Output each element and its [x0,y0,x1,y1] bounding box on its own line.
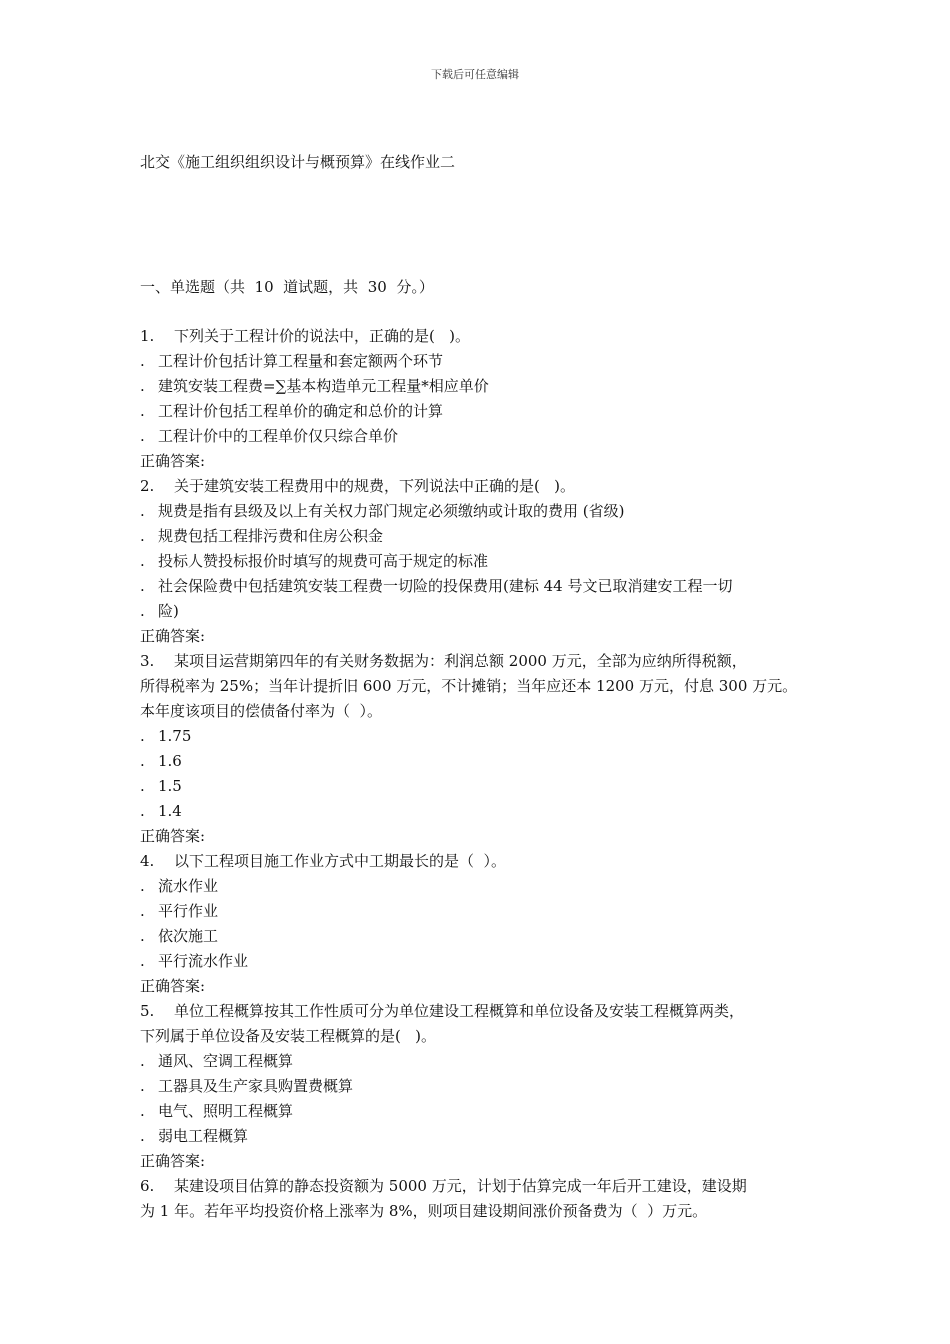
answer-option [140,924,820,949]
option-text: 社会保险费中包括建筑安装工程费一切险的投保费用(建标 44 号文已取消建安工程一切 [158,577,733,595]
option-text: 平行作业 [158,902,219,920]
question-stem [140,849,820,874]
answer-option [140,524,820,549]
answer-option [140,1124,820,1149]
answer-option [140,349,820,374]
option-marker: . [140,527,145,545]
option-marker: . [140,727,145,745]
answer-option [140,874,820,899]
option-marker: . [140,552,145,570]
option-text: 投标人赞投标报价时填写的规费可高于规定的标准 [158,552,489,570]
question-text: 某项目运营期第四年的有关财务数据为：利润总额 2000 万元，全部为应纳所得税额， [174,652,747,670]
option-text: 1.6 [158,752,182,770]
option-text: 工程计价中的工程单价仅只综合单价 [158,427,399,445]
question-number: 6. [140,1177,155,1195]
answer-option [140,599,820,624]
question-text: 所得税率为 25%；当年计提折旧 600 万元，不计摊销；当年应还本 1200 万元，付息 300 万元。 [140,677,798,695]
option-marker: . [140,902,145,920]
answer-option [140,574,820,599]
option-marker: . [140,602,145,620]
option-text: 弱电工程概算 [158,1127,249,1145]
option-text: 工程计价包括计算工程量和套定额两个环节 [158,352,444,370]
option-marker: . [140,1127,145,1145]
question-stem [140,324,820,349]
option-marker: . [140,352,145,370]
question-stem-continued [140,674,820,699]
question-stem-continued [140,1199,820,1224]
answer-option [140,1074,820,1099]
option-text: 建筑安装工程费=∑基本构造单元工程量*相应单价 [158,377,489,395]
answer-option [140,799,820,824]
question-stem-continued [140,699,820,724]
option-marker: . [140,402,145,420]
option-marker: . [140,1077,145,1095]
correct-answer-label: 正确答案: [140,627,206,645]
answer-option [140,724,820,749]
question-stem [140,474,820,499]
question-stem [140,649,820,674]
option-marker: . [140,877,145,895]
answer-option [140,424,820,449]
question-number: 5. [140,1002,155,1020]
question-list [140,324,820,1224]
question-text: 本年度该项目的偿债备付率为（ ）。 [140,702,383,720]
question-text: 以下工程项目施工作业方式中工期最长的是（ ）。 [174,852,507,870]
section-heading: 一、单选题（共 10 道试题，共 30 分。） [140,278,434,296]
option-marker: . [140,952,145,970]
question-number: 2. [140,477,155,495]
question-stem-continued [140,1024,820,1049]
answer-option [140,374,820,399]
correct-answer-label: 正确答案: [140,452,206,470]
correct-answer-label: 正确答案: [140,977,206,995]
answer-option [140,1099,820,1124]
question-number: 3. [140,652,155,670]
option-marker: . [140,927,145,945]
option-text: 规费包括工程排污费和住房公积金 [158,527,384,545]
question-text: 下列属于单位设备及安装工程概算的是( )。 [140,1027,437,1045]
option-text: 1.5 [158,777,182,795]
question-text: 为 1 年。若年平均投资价格上涨率为 8%，则项目建设期间涨价预备费为（ ）万元。 [140,1202,708,1220]
option-text: 电气、照明工程概算 [158,1102,294,1120]
header-note: 下载后可任意编辑 [431,68,519,81]
answer-option [140,749,820,774]
option-text: 依次施工 [158,927,219,945]
answer-option [140,399,820,424]
option-text: 险) [158,602,179,620]
question-text: 下列关于工程计价的说法中，正确的是( )。 [174,327,471,345]
answer-option [140,949,820,974]
answer-option [140,499,820,524]
option-text: 通风、空调工程概算 [158,1052,294,1070]
question-number: 4. [140,852,155,870]
question-stem [140,999,820,1024]
option-marker: . [140,802,145,820]
option-marker: . [140,1052,145,1070]
answer-option [140,549,820,574]
question-text: 关于建筑安装工程费用中的规费，下列说法中正确的是( )。 [174,477,576,495]
correct-answer-label: 正确答案: [140,1152,206,1170]
question-stem [140,1174,820,1199]
option-text: 流水作业 [158,877,219,895]
option-marker: . [140,1102,145,1120]
option-marker: . [140,777,145,795]
option-text: 工器具及生产家具购置费概算 [158,1077,354,1095]
document-title: 北交《施工组织组织设计与概预算》在线作业二 [140,153,456,171]
question-text: 单位工程概算按其工作性质可分为单位建设工程概算和单位设备及安装工程概算两类， [174,1002,745,1020]
option-text: 1.4 [158,802,182,820]
option-marker: . [140,752,145,770]
option-marker: . [140,502,145,520]
option-text: 平行流水作业 [158,952,249,970]
question-text: 某建设项目估算的静态投资额为 5000 万元，计划于估算完成一年后开工建设，建设期 [174,1177,747,1195]
option-text: 1.75 [158,727,192,745]
option-text: 工程计价包括工程单价的确定和总价的计算 [158,402,444,420]
option-marker: . [140,427,145,445]
answer-option [140,899,820,924]
option-text: 规费是指有县级及以上有关权力部门规定必须缴纳或计取的费用 (省级) [158,502,625,520]
answer-option [140,774,820,799]
correct-answer-label: 正确答案: [140,827,206,845]
question-number: 1. [140,327,155,345]
answer-option [140,1049,820,1074]
option-marker: . [140,377,145,395]
option-marker: . [140,577,145,595]
